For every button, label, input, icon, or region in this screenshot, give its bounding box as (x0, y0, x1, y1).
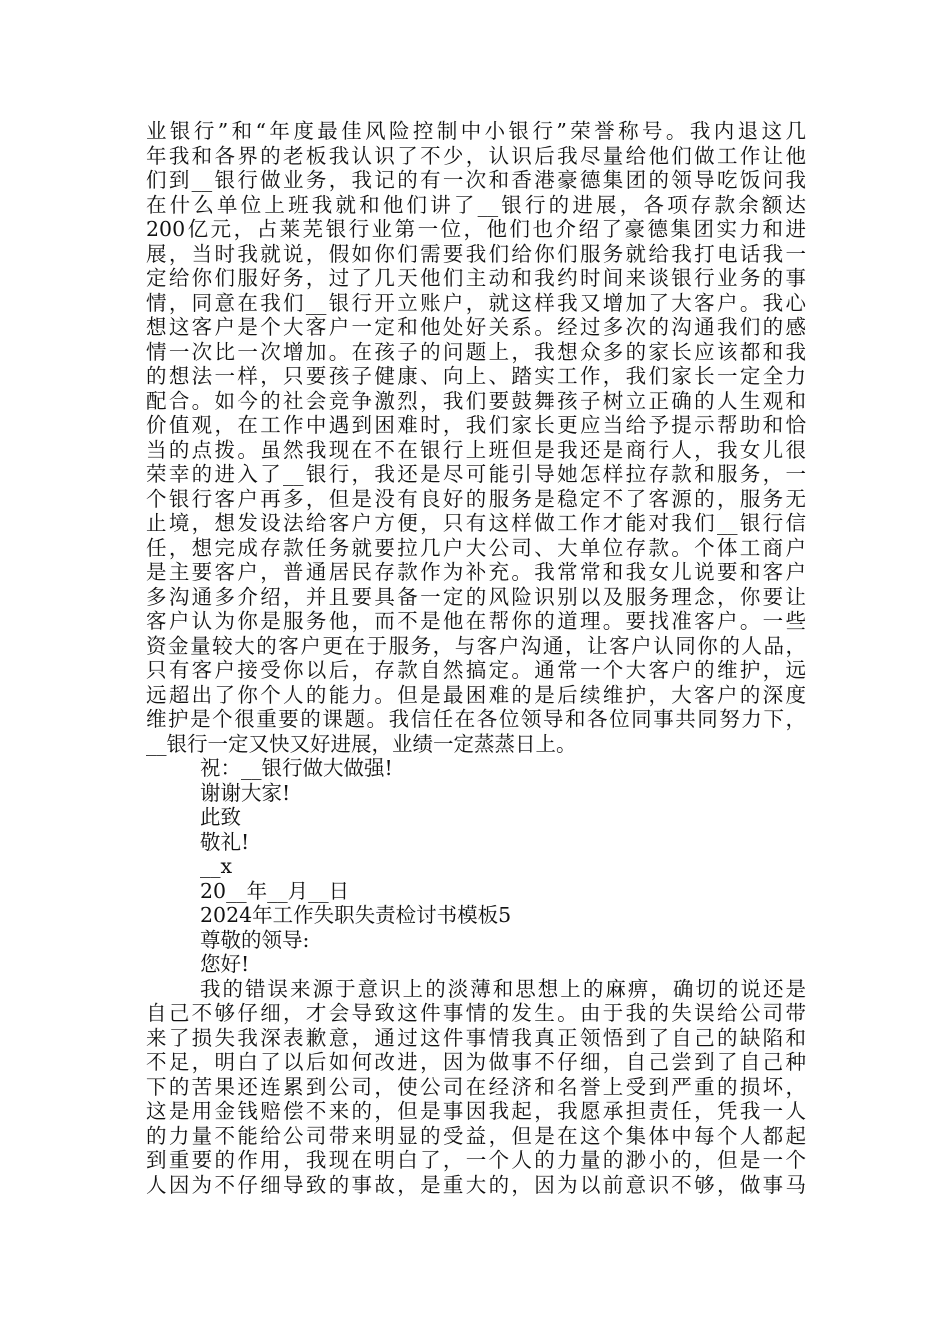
text-line: 资金量较大的客户更在于服务，与客户沟通，让客户认同你的人品， (146, 633, 806, 658)
text-line: 的力量不能给公司带来明显的受益，但是在这个集体中每个人都起 (146, 1123, 806, 1148)
section-title: 2024年工作失职失责检讨书模板5 (200, 903, 512, 927)
text-line: 是主要客户，普通居民存款作为补充。我常常和我女儿说要和客户 (146, 560, 806, 584)
text-line: 在什么单位上班我就和他们讲了__银行的进展，各项存款余额达 (146, 192, 806, 217)
text-line: 这是用金钱赔偿不来的，但是事因我起，我愿承担责任，凭我一人 (146, 1099, 806, 1123)
text-line: 们到__银行做业务，我记的有一次和香港豪德集团的领导吃饭问我 (146, 168, 806, 192)
closing-salute-2: 敬礼! (200, 829, 250, 854)
text-line: 人因为不仔细导致的事故，是重大的，因为以前意识不够，做事马 (146, 1172, 806, 1197)
text-line: 止境，想发设法给客户方便，只有这样做工作才能对我们__银行信 (146, 511, 806, 535)
text-line: 客户认为你是服务他，而不是他在帮你的道理。要找准客户。一些 (146, 609, 806, 633)
section-header (146, 903, 806, 977)
text-line: 业银行”和“年度最佳风险控制中小银行”荣誉称号。我内退这几 (146, 119, 806, 143)
text-line: 自己不够仔细，才会导致这件事情的发生。由于我的失误给公司带 (146, 1001, 806, 1025)
text-line: 200亿元，占莱芜银行业第一位，他们也介绍了豪德集团实力和进 (146, 217, 806, 241)
closing-thanks: 谢谢大家! (200, 780, 291, 805)
text-line: 维护是个很重要的课题。我信任在各位领导和各位同事共同努力下， (146, 707, 806, 731)
text-line: 我的错误来源于意识上的淡薄和思想上的麻痹，确切的说还是 (200, 976, 806, 1001)
closing-wish: 祝：__银行做大做强! (200, 756, 393, 780)
text-line: 的想法一样，只要孩子健康、向上、踏实工作，我们家长一定全力 (146, 364, 806, 388)
text-line: 定给你们服好务，过了几天他们主动和我约时间来谈银行业务的事 (146, 266, 806, 290)
date-line: 20__年__月__日 (200, 878, 350, 903)
document-body (146, 119, 806, 1197)
signature: __x (200, 854, 233, 878)
greeting: 您好! (200, 952, 250, 976)
text-line: 到重要的作用，我现在明白了，一个人的力量的渺小的，但是一个 (146, 1148, 806, 1172)
text-line: 只有客户接受你以后，存款自然搞定。通常一个大客户的维护，远 (146, 658, 806, 682)
text-line: 任，想完成存款任务就要拉几户大公司、大单位存款。个体工商户 (146, 535, 806, 560)
text-line: 个银行客户再多，但是没有良好的服务是稳定不了客源的，服务无 (146, 486, 806, 511)
text-line: 不足，明白了以后如何改进，因为做事不仔细，自己尝到了自己种 (146, 1050, 806, 1074)
closing-block (146, 756, 806, 903)
text-line: 展，当时我就说，假如你们需要我们给你们服务就给我打电话我一 (146, 241, 806, 266)
paragraph-self-criticism (146, 977, 806, 1198)
text-line: 情，同意在我们__银行开立账户，就这样我又增加了大客户。我心 (146, 290, 806, 315)
text-line: __银行一定又快又好进展，业绩一定蒸蒸日上。 (146, 731, 577, 756)
text-line: 价值观，在工作中遇到困难时，我们家长更应当给予提示帮助和恰 (146, 413, 806, 437)
text-line: 年我和各界的老板我认识了不少，认识后我尽量给他们做工作让他 (146, 143, 806, 168)
text-line: 配合。如今的社会竞争激烈，我们要鼓舞孩子树立正确的人生观和 (146, 388, 806, 413)
text-line: 来了损失我深表歉意，通过这件事情我真正领悟到了自己的缺陷和 (146, 1025, 806, 1050)
salutation: 尊敬的领导: (200, 927, 310, 952)
text-line: 远超出了你个人的能力。但是最困难的是后续维护，大客户的深度 (146, 682, 806, 707)
text-line: 多沟通多介绍，并且要具备一定的风险识别以及服务理念，你要让 (146, 584, 806, 609)
paragraph-bank-speech (146, 119, 806, 756)
text-line: 情一次比一次增加。在孩子的问题上，我想众多的家长应该都和我 (146, 339, 806, 364)
text-line: 下的苦果还连累到公司，使公司在经济和名誉上受到严重的损坏， (146, 1074, 806, 1099)
text-line: 荣幸的进入了__银行，我还是尽可能引导她怎样拉存款和服务，一 (146, 462, 806, 486)
text-line: 想这客户是个大客户一定和他处好关系。经过多次的沟通我们的感 (146, 315, 806, 339)
closing-salute: 此致 (200, 805, 241, 829)
text-line: 当的点拨。虽然我现在不在银行上班但是我还是商行人，我女儿很 (146, 437, 806, 462)
